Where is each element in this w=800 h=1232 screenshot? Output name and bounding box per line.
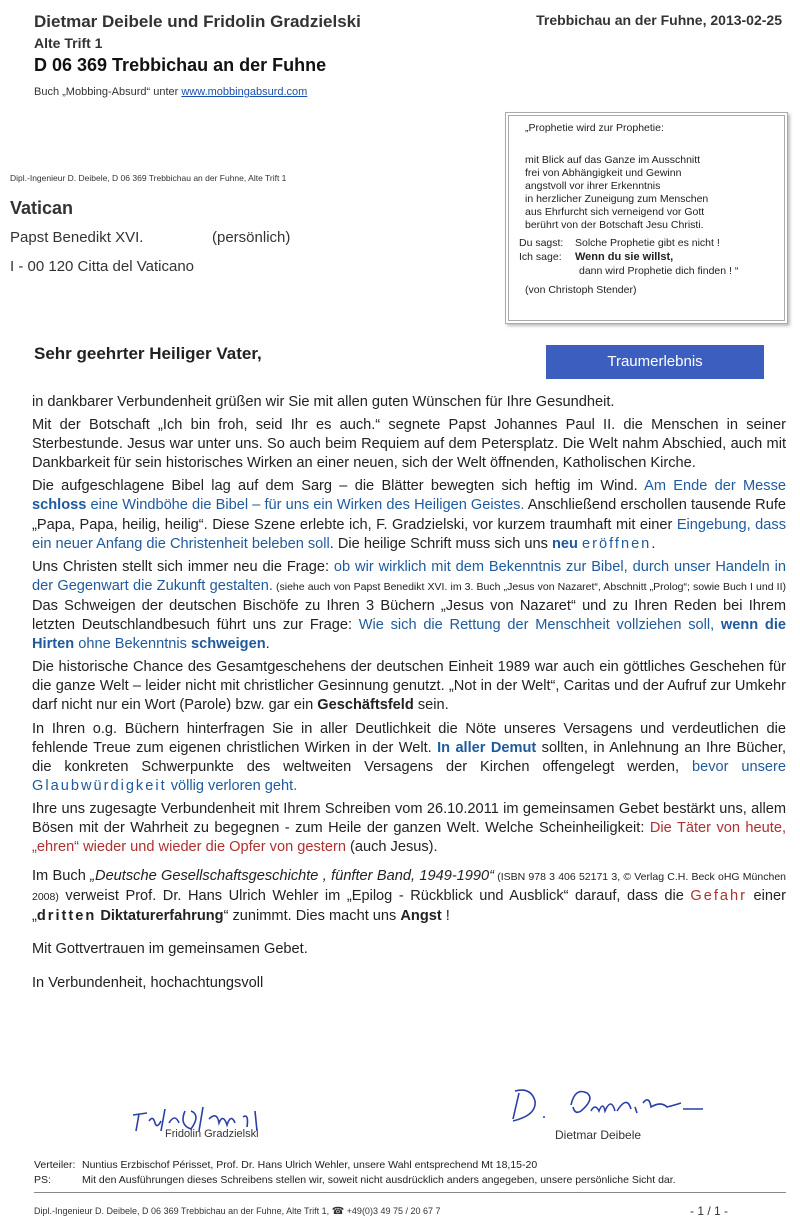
text: Anschließend erschollen tausende Rufe „Papa, Papa, heilig, heilig“. Diese Szene erlebte ich, F. Gradzielski, vor kurzem traumhaft mit einer <box>32 497 786 533</box>
footnotes <box>34 1158 676 1188</box>
prophecy-dialog <box>519 236 774 278</box>
paragraph: In Verbundenheit, hochachtungsvoll <box>32 974 264 991</box>
prophecy-line: angstvoll vor ihrer Erkenntnis <box>525 180 661 192</box>
highlight-spaced: eröffnen <box>582 535 652 552</box>
footer-address: Dipl.-Ingenieur D. Deibele, D 06 369 Trebbichau an der Fuhne, Alte Trift 1, <box>34 1206 330 1216</box>
paragraph <box>32 658 786 715</box>
prophecy-a-label: Ich sage: <box>519 251 562 263</box>
book-line <box>34 86 307 98</box>
highlight-red-spaced: Gefahr <box>690 888 747 905</box>
prophecy-line: frei von Abhängigkeit und Gewinn <box>525 167 682 179</box>
prophecy-box <box>505 112 788 324</box>
cc-text: Nuntius Erzbischof Périsset, Prof. Dr. Hans Ulrich Wehler, unsere Wahl entsprechend Mt 18,15-20 <box>82 1159 538 1171</box>
prophecy-q-label: Du sagst: <box>519 237 564 249</box>
text: verweist Prof. Dr. Hans Ulrich Wehler im „Epilog - Rückblick und Ausblick“ darauf, dass die <box>58 888 691 905</box>
highlight-spaced: Glaubwürdigkeit <box>32 777 167 794</box>
prophecy-author: (von Christoph Stender) <box>525 284 637 296</box>
footer-phone: +49(0)3 49 75 / 20 67 7 <box>346 1206 441 1216</box>
highlight-bold: wenn die Hirten <box>32 617 787 653</box>
highlight: völlig verloren geht. <box>166 777 298 794</box>
text: In Ihren o.g. Büchern hinterfragen Sie in aller Deutlichkeit die Nöte unseres Versagens und verdeutlichen die fehlende Treue zum eigenen christlichen Wirken in der Welt. <box>32 720 786 756</box>
prophecy-lines <box>525 154 774 232</box>
paragraph: Mit der Botschaft „Ich bin froh, seid Ihr es auch.“ segnete Papst Johannes Paul II. die Menschen in seiner Sterbestunde. Jesus war unter uns. So auch beim Requiem auf dem Petersplatz. Die Welt nahm Abschied, auch mit Dankbarkeit für sein historisches Wirken an einer neuen, sich der Welt öffnenden, Katholischen Kirche. <box>32 417 786 472</box>
book-line-text: Buch „Mobbing-Absurd“ unter <box>34 86 182 98</box>
sender-street: Alte Trift 1 <box>34 35 103 51</box>
footer-divider <box>34 1192 786 1193</box>
text: Die aufgeschlagene Bibel lag auf dem Sarg – die Blätter bewegten sich heftig im Wind. <box>32 478 645 495</box>
text: sollten, in Anlehnung an Ihre Bücher, die konkreten Schwerpunkte des weltweiten Versagens der Kirchen offengelegt werden, <box>32 739 787 775</box>
highlight-bold: In aller Demut <box>437 739 537 756</box>
highlight: ohne Bekenntnis <box>74 636 192 653</box>
text: Ihre uns zugesagte Verbundenheit mit Ihrem Schreiben vom 26.10.2011 im gemeinsamen Gebet bestärkt uns, allem Bösen mit der Wahrheit zu begegnen - zum Heile der ganzen Welt. Welche Scheinheiligkeit: <box>32 800 786 836</box>
highlight: eine Windböhe die Bibel – für uns ein Wirken des Heiligen Geistes. <box>86 497 525 514</box>
paragraph <box>32 800 786 857</box>
signature-name-right: Dietmar Deibele <box>555 1128 642 1142</box>
text: Uns Christen stellt sich immer neu die Frage: <box>32 558 334 575</box>
bold-spaced: dritten <box>36 908 97 925</box>
text: einer „ <box>32 888 786 925</box>
place-date: Trebbichau an der Fuhne, 2013-02-25 <box>536 12 782 28</box>
paragraph <box>32 720 786 796</box>
paragraph: Mit Gottvertrauen im gemeinsamen Gebet. <box>32 941 308 958</box>
text: (auch Jesus). <box>345 839 438 856</box>
highlight-bold: schweigen <box>191 636 266 653</box>
prophecy-q-text: Solche Prophetie gibt es nicht ! <box>575 237 720 249</box>
prophecy-title: „Prophetie wird zur Prophetie: <box>525 122 664 134</box>
reference-note: (siehe auch von Papst Benedikt XVI. im 3. Buch „Jesus von Nazaret“, Abschnitt „Prolog“; sowie Buch I und II) <box>272 580 786 593</box>
return-address: Dipl.-Ingenieur D. Deibele, D 06 369 Trebbichau an der Fuhne, Alte Trift 1 <box>10 173 287 183</box>
sender-city: D 06 369 Trebbichau an der Fuhne <box>34 55 327 75</box>
text: sein. <box>413 697 449 714</box>
letter-body <box>32 393 786 997</box>
text: ! <box>441 908 450 925</box>
prophecy-a-bold: Wenn du sie willst, <box>575 251 674 263</box>
reference-note: (ISBN 978 3 406 52171 3, © Verlag C.H. Beck oHG München 2008) <box>32 871 786 904</box>
highlight: Am Ende der Messe <box>644 478 786 495</box>
text: Die historische Chance des Gesamtgeschehens der deutschen Einheit 1989 war auch ein göttliches Geschehen für die ganze Welt – leider nicht mit christlicher Gesinnung genutzt. „Not in der Welt“, Caritas und der Aufruf zur Umkehr darf nicht nur ein Wort (Parole) bzw. gar ein <box>32 659 786 714</box>
dream-badge: Traumerlebnis <box>546 345 764 379</box>
bold-text: Diktaturerfahrung <box>96 908 224 925</box>
highlight: ob wir wirklich mit dem Bekenntnis zur Bibel, durch unser Handeln in der Gegenwart die Zukunft gestalten. <box>32 558 786 594</box>
highlight: Eingebung, dass ein neuer Anfang die Christenheit beleben soll <box>32 516 786 552</box>
text: . <box>651 535 656 552</box>
ps-text: Mit den Ausführungen dieses Schreibens stellen wir, soweit nicht ausdrücklich anders angegeben, unsere persönliche Sicht dar. <box>82 1174 676 1186</box>
paragraph <box>32 558 786 654</box>
salutation: Sehr geehrter Heiliger Vater, <box>34 344 262 363</box>
prophecy-line: berührt von der Botschaft Jesu Christi. <box>525 219 704 231</box>
bold-text: Geschäftsfeld <box>317 697 414 714</box>
prophecy-a-rest: dann wird Prophetie dich finden ! “ <box>579 265 739 277</box>
recipient-city: I - 00 120 Citta del Vaticano <box>10 258 194 275</box>
paragraph: in dankbarer Verbundenheit grüßen wir Sie mit allen guten Wünschen für Ihre Gesundheit. <box>32 394 615 410</box>
highlight: bevor unsere <box>691 758 786 775</box>
footer <box>34 1206 441 1217</box>
text: . <box>265 636 270 653</box>
recipient-org: Vatican <box>10 198 74 218</box>
highlight-bold: schloss <box>32 497 87 514</box>
recipient-personal-note: (persönlich) <box>212 229 291 246</box>
telephone-icon: ☎ <box>331 1206 345 1217</box>
highlight-red: Die Täter von heute, „ehren“ wieder und wieder die Opfer von gestern <box>32 819 786 856</box>
signature-right-icon <box>505 1083 715 1123</box>
bold-text: Angst <box>400 908 442 925</box>
paragraph <box>32 477 786 553</box>
text: Das Schweigen der deutschen Bischöfe zu Ihren 3 Büchern „Jesus von Nazaret“ und zu Ihren Reden bei Ihrem letzten Deutschlandbesuch führt uns zur Frage: <box>32 597 786 634</box>
page-number: - 1 / 1 - <box>689 1204 728 1218</box>
signature-name-left: Fridolin Gradzielski <box>165 1128 259 1140</box>
sender-name: Dietmar Deibele und Fridolin Gradzielski <box>34 12 361 31</box>
text: Im Buch <box>32 868 91 885</box>
prophecy-line: mit Blick auf das Ganze im Ausschnitt <box>525 154 701 166</box>
recipient-person: Papst Benedikt XVI. <box>10 229 144 246</box>
signature-area <box>0 1075 800 1155</box>
paragraph <box>32 867 786 926</box>
highlight-bold: neu <box>552 535 578 552</box>
text: . Die heilige Schrift muss sich uns <box>329 535 552 552</box>
prophecy-line: in herzlicher Zuneigung zum Menschen <box>525 193 709 205</box>
text: “ zunimmt. Dies macht uns <box>223 908 401 925</box>
website-link[interactable]: www.mobbingabsurd.com <box>181 86 308 98</box>
prophecy-line: aus Ehrfurcht sich verneigend vor Gott <box>525 206 705 218</box>
book-title: „Deutsche Gesellschaftsgeschichte , fünfter Band, 1949-1990“ <box>90 868 495 885</box>
cc-label: Verteiler: <box>34 1159 76 1171</box>
highlight: Wie sich die Rettung der Menschheit vollziehen soll, <box>358 617 721 634</box>
ps-label: PS: <box>34 1174 51 1186</box>
